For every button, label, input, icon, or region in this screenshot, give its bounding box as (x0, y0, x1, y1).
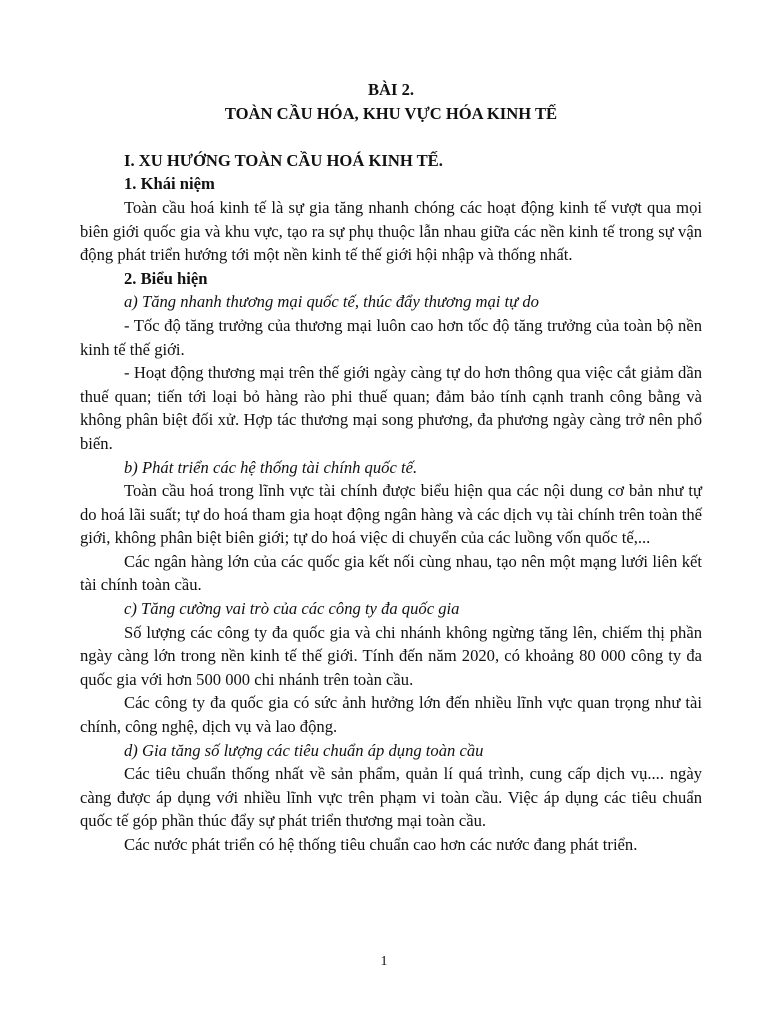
subsection-heading-concept: 1. Khái niệm (124, 174, 215, 194)
item-heading-d: d) Gia tăng số lượng các tiêu chuẩn áp dụng toàn cầu (124, 740, 484, 760)
paragraph: - Tốc độ tăng trưởng của thương mại luôn cao hơn tốc độ tăng trưởng của toàn bộ nền kinh tế thế giới. (80, 315, 702, 359)
item-heading-c: c) Tăng cường vai trò của các công ty đa quốc gia (124, 599, 460, 619)
paragraph: Toàn cầu hoá kinh tế là sự gia tăng nhanh chóng các hoạt động kinh tế vượt qua mọi biên giới quốc gia và khu vực, tạo ra sự phụ thuộc lẫn nhau giữa các nền kinh tế trong sự vận động phát triển hướng tới một nền kinh tế thế giới hội nhập và thống nhất. (80, 197, 702, 265)
item-heading-a: a) Tăng nhanh thương mại quốc tế, thúc đẩy thương mại tự do (124, 292, 539, 312)
item-heading-b: b) Phát triển các hệ thống tài chính quốc tế. (124, 457, 418, 477)
subsection-heading-manifestation: 2. Biểu hiện (124, 268, 208, 288)
paragraph: Các công ty đa quốc gia có sức ảnh hưởng lớn đến nhiều lĩnh vực quan trọng như tài chính, công nghệ, dịch vụ và lao động. (80, 693, 702, 737)
section-heading: I. XU HƯỚNG TOÀN CẦU HOÁ KINH TẾ. (124, 150, 443, 170)
paragraph: Toàn cầu hoá trong lĩnh vực tài chính được biểu hiện qua các nội dung cơ bản như tự do hoá lãi suất; tự do hoá tham gia hoạt động ngân hàng và các dịch vụ tài chính trên toàn thế giới, không phân biệt biên giới; tự do hoá việc di chuyển của các luồng vốn quốc tế,... (80, 481, 702, 548)
document-body (80, 78, 702, 857)
paragraph: Các nước phát triển có hệ thống tiêu chuẩn cao hơn các nước đang phát triển. (124, 835, 638, 854)
paragraph: Số lượng các công ty đa quốc gia và chi nhánh không ngừng tăng lên, chiếm thị phần ngày càng lớn trong nền kinh tế thế giới. Tính đến năm 2020, có khoảng 80 000 công ty đa quốc gia với hơn 500 000 chi nhánh trên toàn cầu. (80, 622, 702, 689)
paragraph: - Hoạt động thương mại trên thế giới ngày càng tự do hơn thông qua việc cắt giảm dần thuế quan; tiến tới loại bỏ hàng rào phi thuế quan; đảm bảo tính cạnh tranh công bằng và không phân biệt đối xử. Hợp tác thương mại song phương, đa phương ngày càng trở nên phổ biến. (80, 363, 702, 453)
paragraph: Các ngân hàng lớn của các quốc gia kết nối cùng nhau, tạo nên một mạng lưới liên kết tài chính toàn cầu. (80, 551, 702, 595)
paragraph: Các tiêu chuẩn thống nhất về sản phẩm, quản lí quá trình, cung cấp dịch vụ.... ngày càng được áp dụng với nhiều lĩnh vực trên phạm vi toàn cầu. Việc áp dụng các tiêu chuẩn quốc tế góp phần thúc đẩy sự phát triển thương mại toàn cầu. (80, 764, 702, 831)
page-title: TOÀN CẦU HÓA, KHU VỰC HÓA KINH TẾ (224, 103, 558, 123)
lesson-label: BÀI 2. (367, 80, 415, 99)
page-number: 1 (380, 954, 388, 969)
